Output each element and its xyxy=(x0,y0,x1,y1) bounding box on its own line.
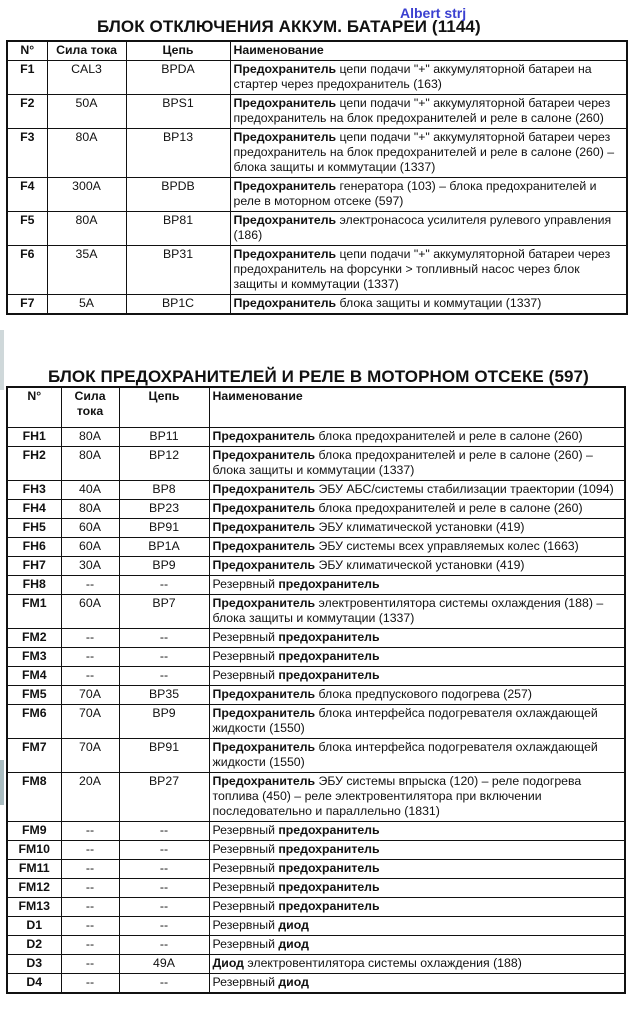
table-row xyxy=(7,595,625,629)
fuse-current: 80A xyxy=(47,129,126,178)
header-number: N° xyxy=(7,387,61,428)
description-keyword: предохранитель xyxy=(278,630,380,644)
fuse-circuit: -- xyxy=(119,667,209,686)
fuse-description xyxy=(230,95,627,129)
fuse-number: F6 xyxy=(7,246,47,295)
fuse-circuit: BP81 xyxy=(126,212,230,246)
fuse-current: 80A xyxy=(61,428,119,447)
fuse-circuit: -- xyxy=(119,879,209,898)
description-keyword: Предохранитель xyxy=(233,96,337,110)
fuse-number: F7 xyxy=(7,295,47,315)
fuse-description xyxy=(209,576,625,595)
table-row xyxy=(7,936,625,955)
description-text: цепи подачи "+" аккумуляторной батареи на стартер через предохранитель (163) xyxy=(233,62,592,91)
fuse-number: FM7 xyxy=(7,739,61,773)
fuse-circuit: BP23 xyxy=(119,500,209,519)
table-row xyxy=(7,447,625,481)
description-keyword: Предохранитель xyxy=(212,687,316,701)
fuse-current: 70A xyxy=(61,705,119,739)
description-text: блока интерфейса подогревателя охлаждающей жидкости (1550) xyxy=(212,740,598,769)
fuse-description xyxy=(209,860,625,879)
fuse-number: F1 xyxy=(7,61,47,95)
table-row xyxy=(7,860,625,879)
fuse-description xyxy=(230,295,627,315)
fuse-circuit: -- xyxy=(119,936,209,955)
table-row xyxy=(7,212,627,246)
fuse-number: D2 xyxy=(7,936,61,955)
fuse-circuit: -- xyxy=(119,822,209,841)
fuse-description xyxy=(209,705,625,739)
fuse-description xyxy=(209,955,625,974)
fuse-description xyxy=(209,629,625,648)
description-prefix: Резервный xyxy=(212,861,279,875)
table-row xyxy=(7,955,625,974)
fuse-number: FM9 xyxy=(7,822,61,841)
fuse-description xyxy=(209,917,625,936)
fuse-number: FH5 xyxy=(7,519,61,538)
description-prefix: Резервный xyxy=(212,937,279,951)
fuse-circuit: BP8 xyxy=(119,481,209,500)
fuse-circuit: 49A xyxy=(119,955,209,974)
fuse-current: -- xyxy=(61,955,119,974)
table-row xyxy=(7,705,625,739)
fuse-number: FM1 xyxy=(7,595,61,629)
description-keyword: предохранитель xyxy=(278,823,380,837)
fuse-number: F5 xyxy=(7,212,47,246)
table-row xyxy=(7,576,625,595)
table-row xyxy=(7,686,625,705)
table-row xyxy=(7,178,627,212)
description-text: блока предохранителей и реле в салоне (260) xyxy=(315,429,583,443)
fuse-current: 80A xyxy=(61,447,119,481)
description-keyword: Предохранитель xyxy=(212,501,316,515)
fuse-description xyxy=(209,500,625,519)
description-keyword: Предохранитель xyxy=(233,296,337,310)
fuse-current: 300A xyxy=(47,178,126,212)
fuse-circuit: -- xyxy=(119,841,209,860)
fuse-description xyxy=(209,898,625,917)
description-prefix: Резервный xyxy=(212,899,279,913)
fuse-description xyxy=(209,428,625,447)
fuse-circuit: BPDA xyxy=(126,61,230,95)
description-keyword: диод xyxy=(278,975,309,989)
table-row xyxy=(7,61,627,95)
fuse-number: D3 xyxy=(7,955,61,974)
fuse-number: FM13 xyxy=(7,898,61,917)
fuse-circuit: BP9 xyxy=(119,557,209,576)
table-row xyxy=(7,481,625,500)
fuse-number: FM6 xyxy=(7,705,61,739)
table-row xyxy=(7,629,625,648)
fuse-number: FM4 xyxy=(7,667,61,686)
header-current: Сила тока xyxy=(47,41,126,61)
fuse-current: 20A xyxy=(61,773,119,822)
description-prefix: Резервный xyxy=(212,823,279,837)
description-keyword: Предохранитель xyxy=(212,482,316,496)
description-prefix: Резервный xyxy=(212,668,279,682)
fuse-description xyxy=(209,879,625,898)
table-row xyxy=(7,739,625,773)
fuse-current: CAL3 xyxy=(47,61,126,95)
fuse-current: 60A xyxy=(61,519,119,538)
table-row xyxy=(7,879,625,898)
fuse-number: F2 xyxy=(7,95,47,129)
description-text: электровентилятора системы охлаждения (188) xyxy=(243,956,522,970)
description-text: ЭБУ системы впрыска (120) – реле подогрева топлива (450) – реле электровентилятора при включении последовательно и параллельно (1831) xyxy=(212,774,582,818)
fuse-number: FM5 xyxy=(7,686,61,705)
fuse-number: FH1 xyxy=(7,428,61,447)
fuse-current: 5A xyxy=(47,295,126,315)
table-row xyxy=(7,898,625,917)
left-edge-artifact xyxy=(0,760,4,805)
description-keyword: диод xyxy=(278,937,309,951)
table-row xyxy=(7,667,625,686)
fuse-current: -- xyxy=(61,629,119,648)
header-description: Наименование xyxy=(230,41,627,61)
header-current-text: Сила тока xyxy=(74,389,106,418)
description-prefix: Резервный xyxy=(212,577,279,591)
fuse-description xyxy=(230,61,627,95)
fuse-description xyxy=(209,822,625,841)
fuse-circuit: BP27 xyxy=(119,773,209,822)
fuse-current: 80A xyxy=(47,212,126,246)
description-keyword: Предохранитель xyxy=(233,179,337,193)
table-header-row xyxy=(7,41,627,61)
fuse-number: FM3 xyxy=(7,648,61,667)
battery-disconnect-block-title: БЛОК ОТКЛЮЧЕНИЯ АККУМ. БАТАРЕИ (1144) xyxy=(97,17,481,36)
fuse-current: -- xyxy=(61,879,119,898)
fuse-description xyxy=(230,178,627,212)
fuse-circuit: -- xyxy=(119,860,209,879)
fuse-description xyxy=(209,519,625,538)
fuse-number: FM12 xyxy=(7,879,61,898)
fuse-current: 30A xyxy=(61,557,119,576)
fuse-number: FH2 xyxy=(7,447,61,481)
table-row xyxy=(7,295,627,315)
fuse-current: -- xyxy=(61,822,119,841)
table-row xyxy=(7,917,625,936)
fuse-current: -- xyxy=(61,576,119,595)
fuse-circuit: -- xyxy=(119,917,209,936)
fuse-circuit: BP7 xyxy=(119,595,209,629)
header-circuit: Цепь xyxy=(119,387,209,428)
fuse-current: -- xyxy=(61,860,119,879)
description-text: блока предохранителей и реле в салоне (260) – блока защиты и коммутации (1337) xyxy=(212,448,593,477)
description-text: электронасоса усилителя рулевого управления (186) xyxy=(233,213,612,242)
fuse-circuit: BP1C xyxy=(126,295,230,315)
fuse-current: 70A xyxy=(61,686,119,705)
description-keyword: Предохранитель xyxy=(212,558,316,572)
fuse-current: 60A xyxy=(61,595,119,629)
description-keyword: Предохранитель xyxy=(212,539,316,553)
header-circuit: Цепь xyxy=(126,41,230,61)
fuse-circuit: -- xyxy=(119,629,209,648)
description-keyword: Предохранитель xyxy=(212,740,316,754)
table-header-row xyxy=(7,387,625,428)
fuse-current: -- xyxy=(61,974,119,994)
fuse-number: FH8 xyxy=(7,576,61,595)
fuse-current: -- xyxy=(61,841,119,860)
description-prefix: Резервный xyxy=(212,630,279,644)
fuse-circuit: BP31 xyxy=(126,246,230,295)
description-prefix: Резервный xyxy=(212,918,279,932)
fuse-current: 35A xyxy=(47,246,126,295)
fuse-current: 60A xyxy=(61,538,119,557)
description-prefix: Резервный xyxy=(212,842,279,856)
description-text: генератора (103) – блока предохранителей и реле в моторном отсеке (597) xyxy=(233,179,597,208)
description-keyword: Предохранитель xyxy=(212,448,316,462)
fuse-number: FM8 xyxy=(7,773,61,822)
description-text: блока интерфейса подогревателя охлаждающей жидкости (1550) xyxy=(212,706,598,735)
fuse-number: FH7 xyxy=(7,557,61,576)
fuse-circuit: BP91 xyxy=(119,519,209,538)
table-row xyxy=(7,648,625,667)
description-text: цепи подачи "+" аккумуляторной батареи через предохранитель на форсунки > топливный насос через блок защиты и коммутации (1337) xyxy=(233,247,611,291)
description-prefix: Резервный xyxy=(212,975,279,989)
fuse-description xyxy=(209,538,625,557)
table-row xyxy=(7,500,625,519)
fuse-number: F4 xyxy=(7,178,47,212)
description-keyword: Предохранитель xyxy=(212,706,316,720)
fuse-description xyxy=(209,739,625,773)
description-keyword: Предохранитель xyxy=(212,429,316,443)
fuse-description xyxy=(209,595,625,629)
description-prefix: Резервный xyxy=(212,649,279,663)
fuse-description xyxy=(209,447,625,481)
description-keyword: Предохранитель xyxy=(233,130,337,144)
fuse-current: 70A xyxy=(61,739,119,773)
fuse-circuit: BP91 xyxy=(119,739,209,773)
fuse-circuit: BP12 xyxy=(119,447,209,481)
engine-fuse-relay-table xyxy=(6,386,626,994)
watermark: Albert strj xyxy=(400,5,467,21)
fuse-description xyxy=(209,667,625,686)
fuse-description xyxy=(209,974,625,994)
left-edge-artifact xyxy=(0,330,4,390)
fuse-circuit: BP11 xyxy=(119,428,209,447)
description-text: электровентилятора системы охлаждения (188) – блока защиты и коммутации (1337) xyxy=(212,596,604,625)
description-text: ЭБУ климатической установки (419) xyxy=(315,558,525,572)
description-text: блока предохранителей и реле в салоне (260) xyxy=(315,501,583,515)
table-row xyxy=(7,519,625,538)
description-keyword: Предохранитель xyxy=(212,774,316,788)
fuse-number: FH6 xyxy=(7,538,61,557)
battery-disconnect-fuse-table xyxy=(6,40,628,315)
description-text: ЭБУ системы всех управляемых колес (1663) xyxy=(315,539,579,553)
description-keyword: Предохранитель xyxy=(233,213,337,227)
fuse-number: FM2 xyxy=(7,629,61,648)
fuse-number: D1 xyxy=(7,917,61,936)
fuse-number: F3 xyxy=(7,129,47,178)
fuse-description xyxy=(209,936,625,955)
header-number: N° xyxy=(7,41,47,61)
fuse-description xyxy=(209,686,625,705)
fuse-number: FM10 xyxy=(7,841,61,860)
description-text: ЭБУ климатической установки (419) xyxy=(315,520,525,534)
fuse-description xyxy=(209,841,625,860)
description-keyword: Предохранитель xyxy=(212,520,316,534)
fuse-current: -- xyxy=(61,936,119,955)
table-row xyxy=(7,974,625,994)
description-text: блока предпускового подогрева (257) xyxy=(315,687,532,701)
fuse-circuit: BPS1 xyxy=(126,95,230,129)
fuse-description xyxy=(209,773,625,822)
fuse-current: -- xyxy=(61,667,119,686)
header-current xyxy=(61,387,119,428)
engine-fuse-relay-block-title: БЛОК ПРЕДОХРАНИТЕЛЕЙ И РЕЛЕ В МОТОРНОМ ОТСЕКЕ (597) xyxy=(48,367,589,386)
fuse-number: FH3 xyxy=(7,481,61,500)
fuse-current: -- xyxy=(61,898,119,917)
fuse-current: -- xyxy=(61,648,119,667)
header-description: Наименование xyxy=(209,387,625,428)
fuse-circuit: -- xyxy=(119,974,209,994)
table-row xyxy=(7,246,627,295)
table-row xyxy=(7,822,625,841)
table-row xyxy=(7,841,625,860)
table-row xyxy=(7,95,627,129)
description-keyword: предохранитель xyxy=(278,899,380,913)
table-row xyxy=(7,773,625,822)
description-keyword: Предохранитель xyxy=(233,62,337,76)
description-keyword: Предохранитель xyxy=(233,247,337,261)
fuse-circuit: BPDB xyxy=(126,178,230,212)
fuse-description xyxy=(230,212,627,246)
description-text: цепи подачи "+" аккумуляторной батареи через предохранитель на блок предохранителей и реле в салоне (260) xyxy=(233,96,611,125)
description-keyword: предохранитель xyxy=(278,649,380,663)
fuse-circuit: -- xyxy=(119,576,209,595)
fuse-current: 50A xyxy=(47,95,126,129)
description-keyword: предохранитель xyxy=(278,861,380,875)
fuse-description xyxy=(230,129,627,178)
table-row xyxy=(7,428,625,447)
fuse-circuit: BP1A xyxy=(119,538,209,557)
table-row xyxy=(7,557,625,576)
table-row xyxy=(7,129,627,178)
description-keyword: предохранитель xyxy=(278,842,380,856)
description-keyword: Диод xyxy=(212,956,244,970)
fuse-circuit: BP13 xyxy=(126,129,230,178)
description-keyword: Предохранитель xyxy=(212,596,316,610)
description-text: ЭБУ АБС/системы стабилизации траектории (1094) xyxy=(315,482,614,496)
fuse-description xyxy=(209,557,625,576)
description-keyword: диод xyxy=(278,918,309,932)
fuse-number: FM11 xyxy=(7,860,61,879)
fuse-current: -- xyxy=(61,917,119,936)
fuse-circuit: -- xyxy=(119,648,209,667)
description-keyword: предохранитель xyxy=(278,577,380,591)
fuse-description xyxy=(209,481,625,500)
fuse-circuit: BP9 xyxy=(119,705,209,739)
fuse-number: D4 xyxy=(7,974,61,994)
fuse-circuit: BP35 xyxy=(119,686,209,705)
fuse-number: FH4 xyxy=(7,500,61,519)
description-keyword: предохранитель xyxy=(278,668,380,682)
table-row xyxy=(7,538,625,557)
description-text: блока защиты и коммутации (1337) xyxy=(336,296,542,310)
fuse-current: 40A xyxy=(61,481,119,500)
fuse-description xyxy=(230,246,627,295)
fuse-current: 80A xyxy=(61,500,119,519)
description-keyword: предохранитель xyxy=(278,880,380,894)
description-prefix: Резервный xyxy=(212,880,279,894)
fuse-circuit: -- xyxy=(119,898,209,917)
fuse-description xyxy=(209,648,625,667)
description-text: цепи подачи "+" аккумуляторной батареи через предохранитель на блок предохранителей и реле в салоне (260) – блока защиты и коммутации (1337) xyxy=(233,130,615,174)
